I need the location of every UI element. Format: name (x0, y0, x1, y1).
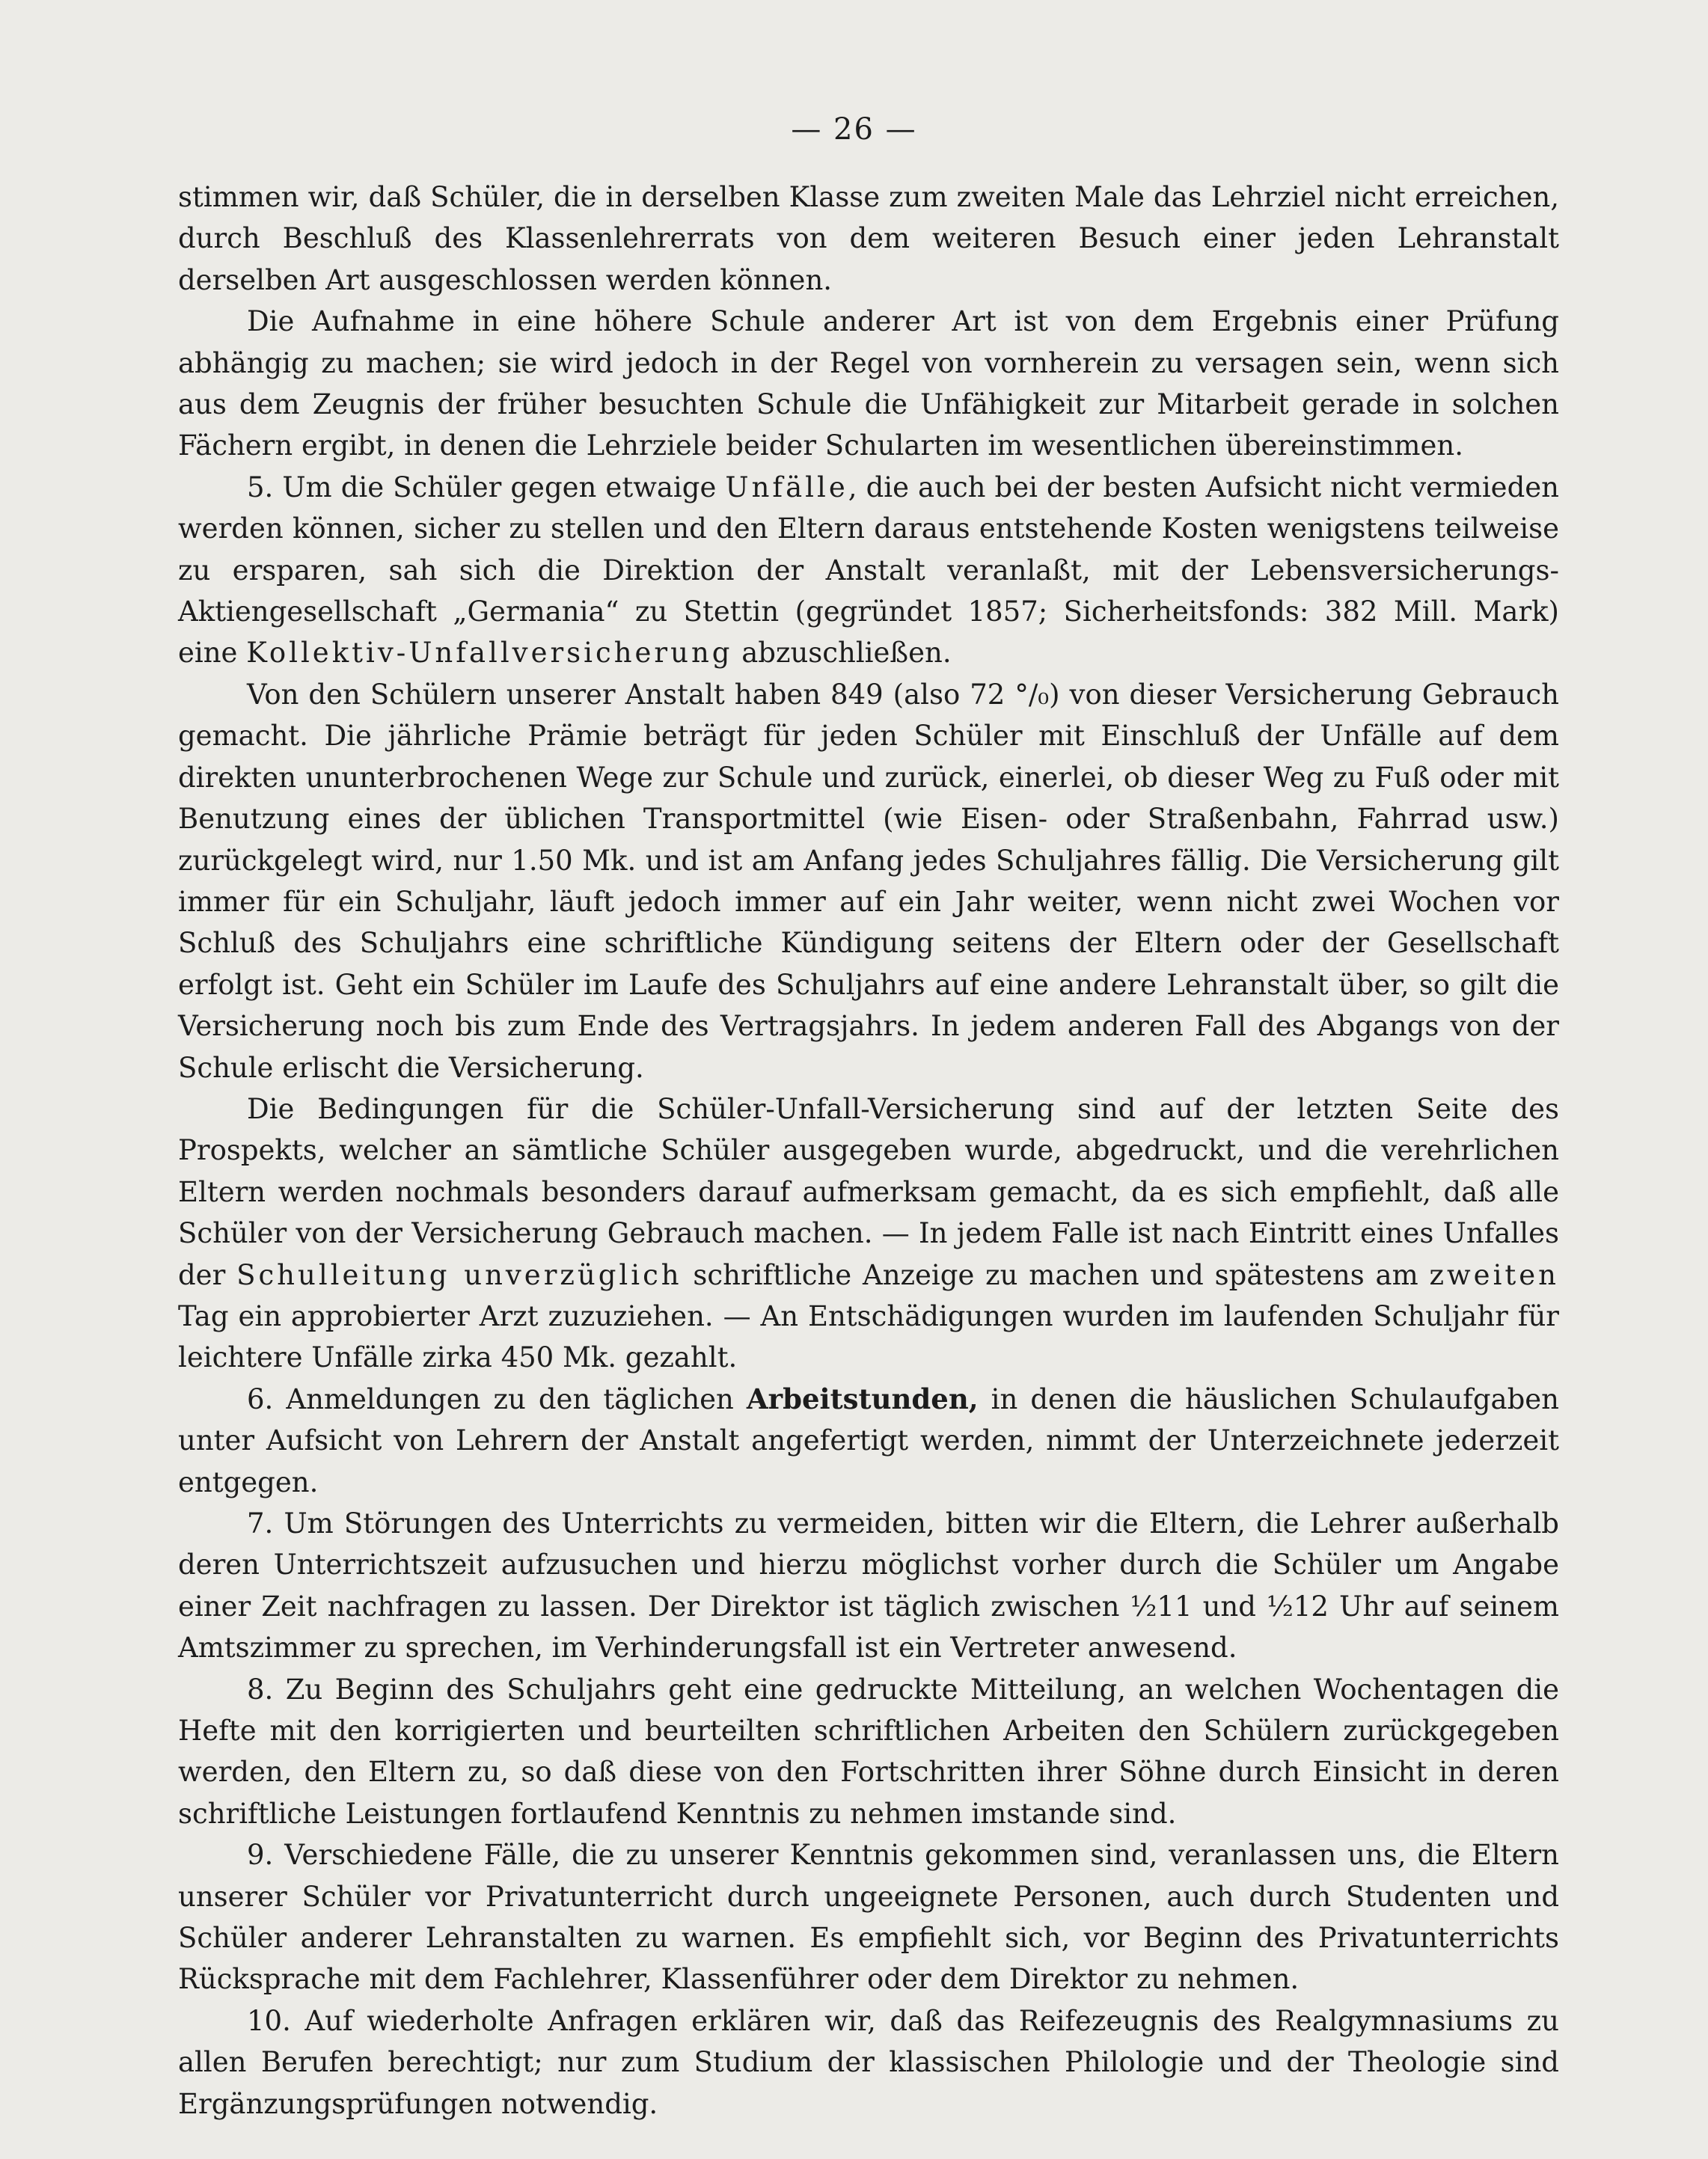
p5-text-a: 5. Um die Schüler gegen etwaige (247, 471, 726, 503)
paragraph-7-visits: 7. Um Störungen des Unterrichts zu vermeiden, bitten wir die Eltern, die Lehrer außerhalb deren Unterrichtszeit aufzusuchen und hierzu möglichst vorher durch die Schüler um Angabe einer Zeit nachfragen zu lassen. Der Direktor ist täglich zwischen ½11 und ½12 Uhr auf seinem Amtszimmer zu sprechen, im Verhinderungsfall ist ein Vertreter anwesend. (178, 1507, 1559, 1665)
cond-text-a: Die Bedingungen für die Schüler-Unfall-Versicherung sind auf der letzten Seite des Prospekts, welcher an sämtliche Schüler ausgegeben wurde, abgedruckt, und die verehrlichen Eltern werden nochmals besonders darauf aufmerksam gemacht, da es sich empfiehlt, daß alle Schüler von der Versicherung Gebrauch machen. — In jedem Falle ist nach Eintritt eines Unfalles der (178, 1092, 1559, 1291)
p5-emphasis-unfaelle: Unfälle (725, 471, 848, 503)
p5-text-c: , die auch bei der besten Aufsicht nicht vermieden werden können, sicher zu stellen und den Eltern daraus entstehende Kosten wenigstens teilweise zu ersparen, sah sich die Direktion der Anstalt veranlaßt, mit der Lebensversicherungs-Aktiengesellschaft „Germania“ zu Stettin (gegründet 1857; Sicherheitsfonds: 382 Mill. Mark) eine (178, 471, 1559, 670)
page-number: — 26 — (791, 112, 917, 147)
cond-text-c: schriftliche Anzeige zu machen und spätestens am (682, 1258, 1430, 1291)
p5-text-e: abzuschließen. (732, 637, 952, 670)
paragraph-conditions (178, 1088, 1559, 1379)
p6-emphasis-arbeitstunden: Arbeitstunden, (746, 1382, 979, 1415)
paragraph-premium: Von den Schülern unserer Anstalt haben 849 (also 72 °/₀) von dieser Versicherung Gebrauch gemacht. Die jährliche Prämie beträgt für jeden Schüler mit Einschluß der Unfälle auf dem direkten ununterbrochenen Wege zur Schule und zurück, einerlei, ob dieser Weg zu Fuß oder mit Benutzung eines der üblichen Transportmittel (wie Eisen- oder Straßenbahn, Fahrrad usw.) zurückgelegt wird, nur 1.50 Mk. und ist am Anfang jedes Schuljahres fällig. Die Versicherung gilt immer für ein Schuljahr, läuft jedoch immer auf ein Jahr weiter, wenn nicht zwei Wochen vor Schluß des Schuljahrs eine schriftliche Kündigung seitens der Eltern oder der Gesellschaft erfolgt ist. Geht ein Schüler im Laufe des Schuljahrs auf eine andere Lehranstalt über, so gilt die Versicherung noch bis zum Ende des Vertragsjahrs. In jedem anderen Fall des Abgangs von der Schule erlischt die Versicherung. (178, 678, 1559, 1084)
paragraph-6-arbeitstunden (178, 1379, 1559, 1503)
p6-text-a: 6. Anmeldungen zu den täglichen (247, 1382, 747, 1415)
paragraph-10-reifezeugnis: 10. Auf wiederholte Anfragen erklären wir, daß das Reifezeugnis des Realgymnasiums zu allen Berufen berechtigt; nur zum Studium der klassischen Philologie und der Theologie sind Ergänzungsprüfungen notwendig. (178, 2004, 1559, 2120)
body-text (178, 177, 1559, 2125)
paragraph-9-private-lessons: 9. Verschiedene Fälle, die zu unserer Kenntnis gekommen sind, veranlassen uns, die Eltern unserer Schüler vor Privatunterricht durch ungeeignete Personen, auch durch Studenten und Schüler anderer Lehranstalten zu warnen. Es empfiehlt sich, vor Beginn des Privatunterrichts Rücksprache mit dem Fachlehrer, Klassenführer oder dem Direktor zu nehmen. (178, 1839, 1559, 1996)
p5-emphasis-kollektiv: Kollektiv-Unfallversicherung (246, 637, 733, 670)
cond-text-e: Tag ein approbierter Arzt zuzuziehen. — An Entschädigungen wurden im laufenden Schuljahr für leichtere Unfälle zirka 450 Mk. gezahlt. (178, 1299, 1559, 1374)
paragraph-5-insurance (178, 467, 1559, 674)
cond-emphasis-schulleitung: Schulleitung unverzüglich (236, 1258, 682, 1291)
paragraph-admission: Die Aufnahme in eine höhere Schule anderer Art ist von dem Ergebnis einer Prüfung abhängig zu machen; sie wird jedoch in der Regel von vornherein zu versagen sein, wenn sich aus dem Zeugnis der früher besuchten Schule die Unfähigkeit zur Mitarbeit gerade in solchen Fächern ergibt, in denen die Lehrziele beider Schularten im wesentlichen übereinstimmen. (178, 305, 1559, 462)
paragraph-continuation: stimmen wir, daß Schüler, die in derselben Klasse zum zweiten Male das Lehrziel nicht erreichen, durch Beschluß des Klassenlehrerrats von dem weiteren Besuch einer jeden Lehranstalt derselben Art ausgeschlossen werden können. (178, 181, 1559, 296)
p6-text-c: in denen die häuslichen Schulaufgaben unter Aufsicht von Lehrern der Anstalt angefertigt werden, nimmt der Unterzeichnete jederzeit entgegen. (178, 1382, 1559, 1498)
cond-emphasis-zweiten: zweiten (1429, 1258, 1560, 1291)
paragraph-8-notebooks: 8. Zu Beginn des Schuljahrs geht eine gedruckte Mitteilung, an welchen Wochentagen die Hefte mit den korrigierten und beurteilten schriftlichen Arbeiten den Schülern zurückgegeben werden, den Eltern zu, so daß diese von den Fortschritten ihrer Söhne durch Einsicht in deren schriftliche Leistungen fortlaufend Kenntnis zu nehmen imstande sind. (178, 1673, 1559, 1830)
